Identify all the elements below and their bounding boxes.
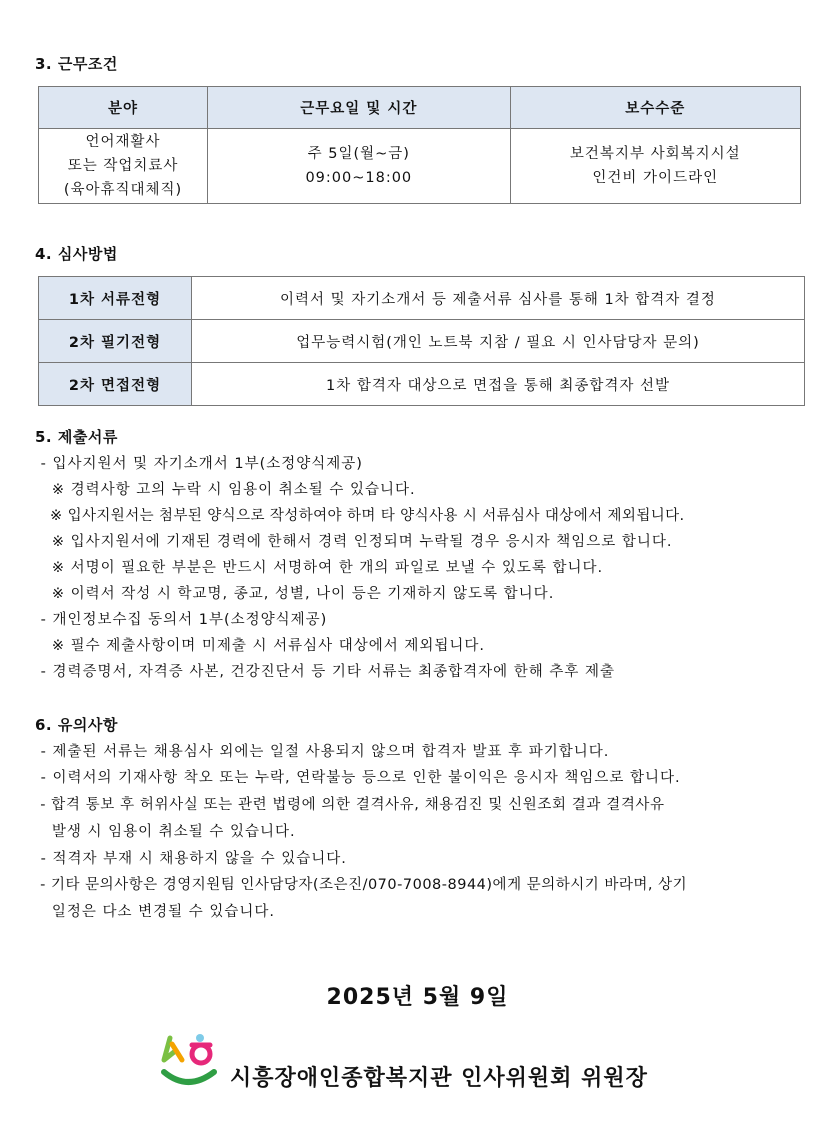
screen-label: 2차 면접전형 [39,363,192,406]
screen-desc: 1차 합격자 대상으로 면접을 통해 최종합격자 선발 [192,363,805,406]
list-item: - 경력증명서, 자격증 사본, 건강진단서 등 기타 서류는 최종합격자에 한해 추후 제출 [35,664,615,680]
screen-label: 1차 서류전형 [39,277,192,320]
organization-name: 시흥장애인종합복지관 인사위원회 위원장 [230,1066,648,1091]
list-item: - 개인정보수집 동의서 1부(소정양식제공) [35,612,328,628]
section-6-title: 6. 유의사항 [35,716,118,734]
list-item: - 제출된 서류는 채용심사 외에는 일절 사용되지 않으며 합격자 발표 후 파기합니다. [35,744,610,760]
cell-field: 언어재활사 또는 작업치료사 (육아휴직대체직) [39,129,208,204]
list-item: 발생 시 임용이 취소될 수 있습니다. [35,824,296,840]
work-conditions-table [38,86,801,204]
screen-desc: 업무능력시험(개인 노트북 지참 / 필요 시 인사담당자 문의) [192,320,805,363]
header-field: 분야 [39,87,208,129]
screen-label: 2차 필기전형 [39,320,192,363]
logo-dot-blue [196,1034,204,1042]
section-5-title: 5. 제출서류 [35,428,118,446]
announcement-date: 2025년 5월 9일 [326,985,509,1010]
list-item: - 입사지원서 및 자기소개서 1부(소정양식제공) [35,456,363,472]
header-time: 근무요일 및 시간 [208,87,510,129]
list-item: ※ 입사지원서에 기재된 경력에 한해서 경력 인정되며 누락될 경우 응시자 책임으로 합니다. [35,534,673,550]
logo-ring-pink [192,1045,210,1063]
organization-logo-svg [160,1030,220,1094]
screen-desc: 이력서 및 자기소개서 등 제출서류 심사를 통해 1차 합격자 결정 [192,277,805,320]
list-item: - 적격자 부재 시 채용하지 않을 수 있습니다. [35,851,347,867]
list-item: - 합격 통보 후 허위사실 또는 관련 법령에 의한 결격사유, 채용검진 및 신원조회 결과 결격사유 [35,797,665,813]
list-item: ※ 경력사항 고의 누락 시 임용이 취소될 수 있습니다. [35,482,416,498]
screening-table [38,276,805,406]
organization-logo-icon [160,1030,220,1094]
list-item: - 이력서의 기재사항 착오 또는 누락, 연락불능 등으로 인한 불이익은 응시자 책임으로 합니다. [35,770,681,786]
section-3-title: 3. 근무조건 [35,55,118,73]
list-item: - 기타 문의사항은 경영지원팀 인사담당자(조은진/070-7008-8944)에게 문의하시기 바라며, 상기 [35,877,688,893]
cell-time: 주 5일(월~금) 09:00~18:00 [208,129,510,204]
section-4-title: 4. 심사방법 [35,245,118,263]
header-pay: 보수수준 [510,87,800,129]
list-item: ※ 입사지원서는 첨부된 양식으로 작성하여야 하며 타 양식사용 시 서류심사 대상에서 제외됩니다. [35,508,685,524]
cell-pay: 보건복지부 사회복지시설 인건비 가이드라인 [510,129,800,204]
list-item: ※ 필수 제출사항이며 미제출 시 서류심사 대상에서 제외됩니다. [35,638,486,654]
logo-smile-green [164,1072,214,1082]
list-item: ※ 서명이 필요한 부분은 반드시 서명하여 한 개의 파일로 보낼 수 있도록 합니다. [35,560,604,576]
list-item: ※ 이력서 작성 시 학교명, 종교, 성별, 나이 등은 기재하지 않도록 합니다. [35,586,555,602]
list-item: 일정은 다소 변경될 수 있습니다. [35,904,275,920]
